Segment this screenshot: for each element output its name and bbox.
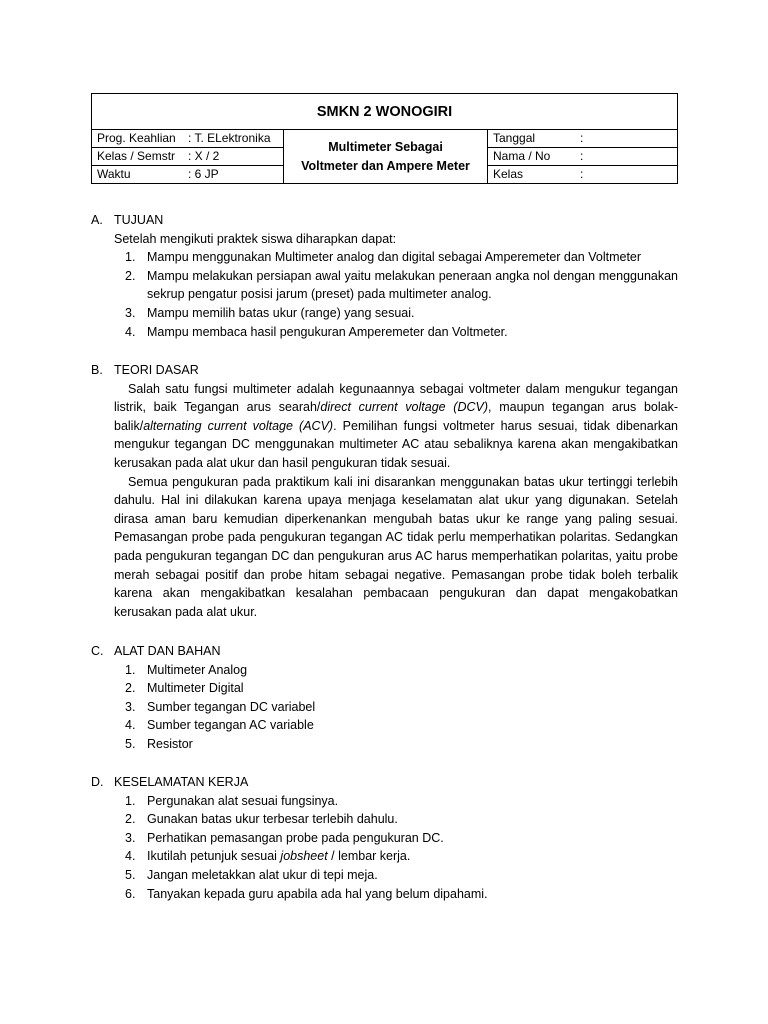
- equipment-list: [91, 661, 678, 754]
- date-value: :: [580, 131, 584, 145]
- list-item: [91, 248, 678, 267]
- doc-title-line-2: Voltmeter dan Ampere Meter: [301, 158, 470, 173]
- header-right-column: [488, 130, 677, 183]
- list-item: [91, 661, 678, 680]
- list-item: [91, 810, 678, 829]
- list-text: Tanyakan kepada guru apabila ada hal yang belum dipahami.: [147, 886, 488, 901]
- objective-list: [91, 248, 678, 341]
- list-number: 1.: [125, 793, 136, 808]
- list-number: 6.: [125, 886, 136, 901]
- paragraph-text: . Pemilihan fungsi voltmeter harus sesuai, tidak dibenarkan mengukur tegangan DC menggunakan multimeter AC atau sebaliknya karena akan mengakibatkan kerusakan pada alat ukur dan hasil pengukuran tidak sesuai.: [114, 418, 679, 470]
- program-label: Prog. Keahlian: [97, 131, 176, 145]
- list-text: Mampu melakukan persiapan awal yaitu melakukan peneraan angka nol dengan menggunakan sekrup pengatur posisi jarum (preset) pada multimeter analog.: [147, 268, 678, 302]
- list-number: 5.: [125, 867, 136, 882]
- section-heading: [91, 642, 678, 661]
- header-left-column: [92, 130, 284, 183]
- list-text: Sumber tegangan AC variable: [147, 718, 314, 733]
- list-item: [91, 304, 678, 323]
- section-heading: [91, 211, 678, 230]
- class-value: :: [580, 167, 584, 181]
- school-name: SMKN 2 WONOGIRI: [92, 94, 677, 130]
- list-item: [91, 716, 678, 735]
- header-table: [91, 93, 678, 184]
- list-number: 1.: [125, 662, 136, 677]
- section-title: TUJUAN: [114, 213, 164, 227]
- doc-title-line-1: Multimeter Sebagai: [328, 139, 443, 154]
- list-text: Jangan meletakkan alat ukur di tepi meja.: [147, 867, 378, 882]
- list-item: [91, 679, 678, 698]
- name-label: Nama / No: [493, 149, 551, 163]
- section-tujuan: [91, 211, 678, 341]
- list-number: 4.: [125, 324, 136, 339]
- date-label: Tanggal: [493, 131, 536, 145]
- header-row-name: [488, 148, 677, 166]
- list-number: 2.: [125, 268, 136, 283]
- paragraph-italic-dcv: direct current voltage (DCV): [320, 400, 489, 415]
- list-item: [91, 792, 678, 811]
- list-item: [91, 323, 678, 342]
- header-row-class: [488, 166, 677, 184]
- list-text: Gunakan batas ukur terbesar terlebih dahulu.: [147, 812, 398, 827]
- list-item: [91, 829, 678, 848]
- paragraph-italic-acv: alternating current voltage (ACV): [143, 418, 334, 433]
- list-text: Pergunakan alat sesuai fungsinya.: [147, 793, 339, 808]
- list-text: Resistor: [147, 736, 193, 751]
- list-text: Mampu memilih batas ukur (range) yang sesuai.: [147, 305, 415, 320]
- section-title: ALAT DAN BAHAN: [114, 644, 221, 658]
- header-row-class-semester: [92, 148, 283, 166]
- section-keselamatan-kerja: [91, 773, 678, 903]
- section-intro: Setelah mengikuti praktek siswa diharapkan dapat:: [114, 231, 397, 246]
- section-heading: [91, 361, 678, 380]
- list-item: [91, 698, 678, 717]
- list-item: [91, 267, 678, 304]
- paragraph-text: Salah satu fungsi multimeter adalah kegunaannya sebagai voltmeter dalam mengukur tegangan listrik, baik Tegangan arus searah/: [114, 381, 678, 415]
- list-text: Multimeter Digital: [147, 681, 244, 696]
- header-title-column: [284, 130, 488, 183]
- list-text: Mampu menggunakan Multimeter analog dan digital sebagai Amperemeter dan Voltmeter: [147, 250, 642, 265]
- list-item: [91, 866, 678, 885]
- list-text: Multimeter Analog: [147, 662, 248, 677]
- list-number: 3.: [125, 305, 136, 320]
- section-heading: [91, 773, 678, 792]
- section-teori-dasar: [91, 361, 678, 621]
- section-letter: C.: [91, 644, 104, 658]
- section-letter: D.: [91, 775, 104, 789]
- list-item: [91, 735, 678, 754]
- program-value: : T. ELektronika: [188, 131, 271, 145]
- section-title: TEORI DASAR: [114, 363, 199, 377]
- list-number: 3.: [125, 830, 136, 845]
- paragraph-1: [91, 380, 678, 473]
- section-alat-bahan: [91, 642, 678, 754]
- list-number: 3.: [125, 699, 136, 714]
- list-text: / lembar kerja.: [327, 849, 411, 864]
- list-text: Perhatikan pemasangan probe pada pengukuran DC.: [147, 830, 444, 845]
- safety-list: [91, 792, 678, 904]
- list-text: Ikutilah petunjuk sesuai: [147, 849, 281, 864]
- list-item: [91, 847, 678, 866]
- section-title: KESELAMATAN KERJA: [114, 775, 249, 789]
- header-row-date: [488, 130, 677, 148]
- list-number: 1.: [125, 250, 136, 265]
- name-value: :: [580, 149, 584, 163]
- list-text: Sumber tegangan DC variabel: [147, 699, 316, 714]
- list-text: Mampu membaca hasil pengukuran Amperemeter dan Voltmeter.: [147, 324, 508, 339]
- section-letter: A.: [91, 213, 103, 227]
- time-label: Waktu: [97, 167, 131, 181]
- paragraph-text: , maupun tegangan arus bolak-balik/: [114, 400, 678, 433]
- header-row-program: [92, 130, 283, 148]
- class-semester-label: Kelas / Semstr: [97, 149, 176, 163]
- class-label: Kelas: [493, 167, 524, 181]
- section-letter: B.: [91, 363, 103, 377]
- list-number: 5.: [125, 736, 136, 751]
- list-number: 4.: [125, 849, 136, 864]
- list-text-italic: jobsheet: [280, 849, 328, 864]
- class-semester-value: : X / 2: [188, 149, 220, 163]
- list-number: 4.: [125, 718, 136, 733]
- time-value: : 6 JP: [188, 167, 219, 181]
- list-number: 2.: [125, 812, 136, 827]
- list-number: 2.: [125, 681, 136, 696]
- paragraph-2: Semua pengukuran pada praktikum kali ini disarankan menggunakan batas ukur tertinggi terlebih dahulu. Hal ini dilakukan karena upaya menjaga keselamatan alat ukur yang digunakan. Setelah dirasa aman baru kemudian diperkenankan mengubah batas ukur ke range yang paling sesuai. Pemasangan probe pada pengukuran tegangan AC tidak perlu memperhatikan polaritas. Sedangkan pada pengukuran tegangan DC dan pengukuran arus AC harus memperhatikan polaritas, yaitu probe merah sebagai positif dan probe hitam sebagai negative. Pemasangan probe tidak boleh terbalik karena akan mengakibatkan kesalahan pembacaan pengukuran dan dapat mengakobatkan kerusakan pada alat ukur.: [114, 474, 678, 619]
- list-item: [91, 885, 678, 904]
- header-row-time: [92, 166, 283, 184]
